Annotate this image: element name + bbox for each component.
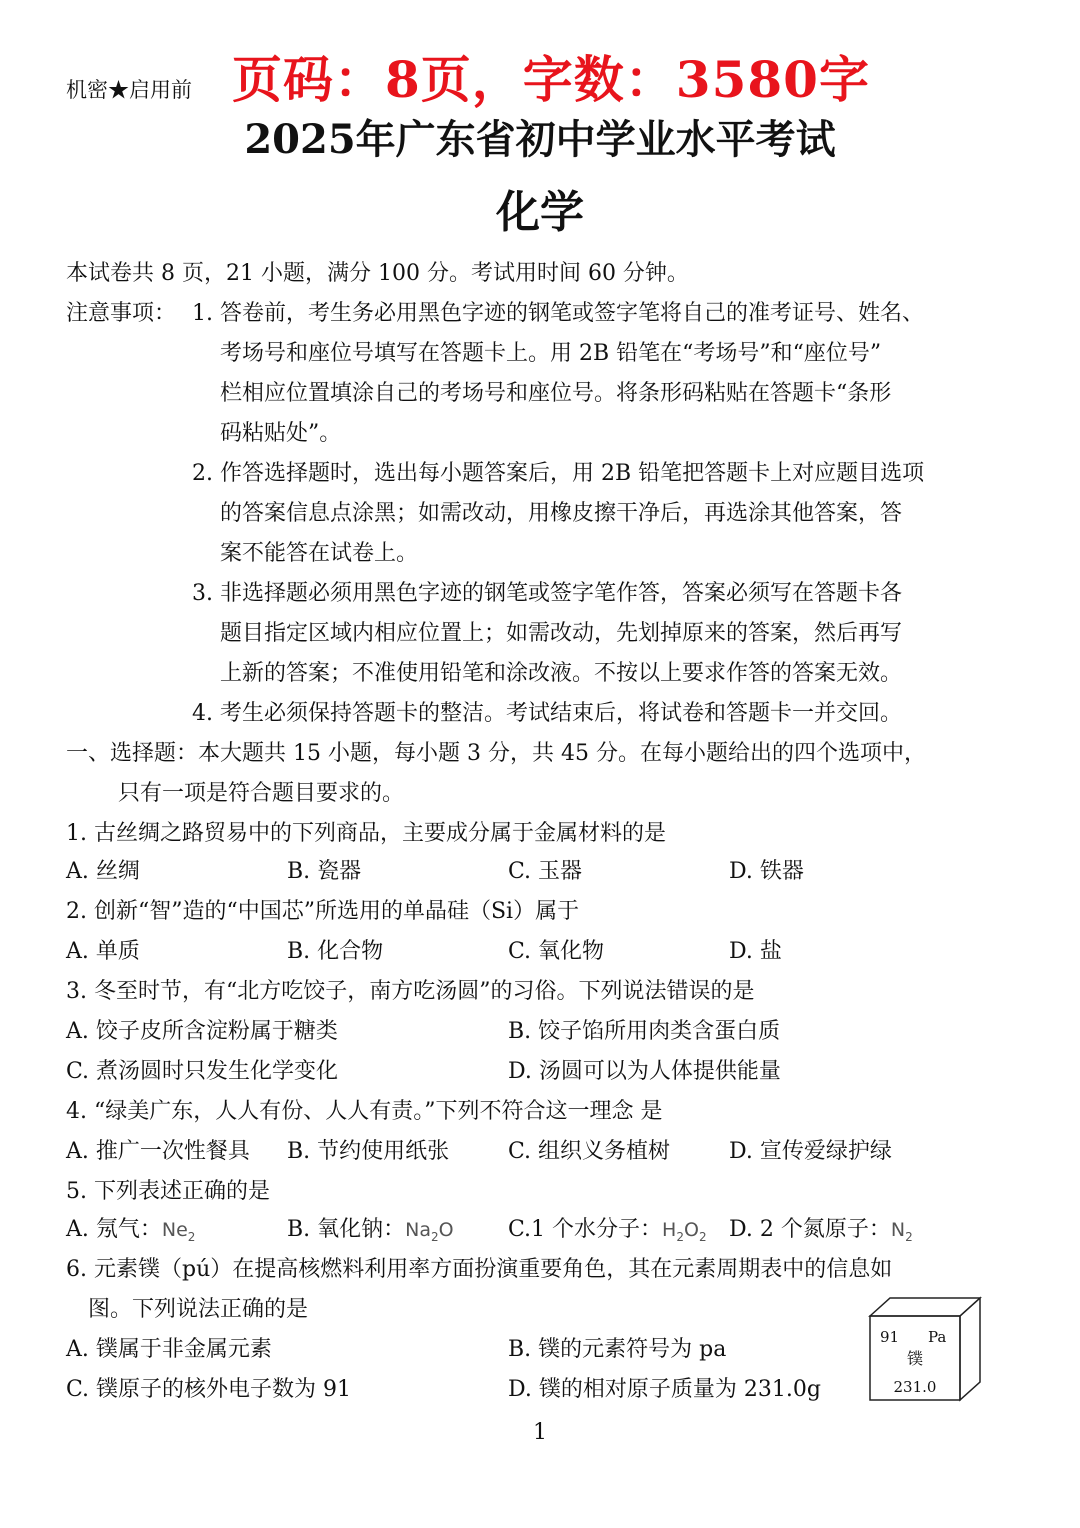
confidential-label: 机密★启用前	[66, 78, 192, 102]
q6-option-a: A. 镤属于非金属元素	[66, 1337, 272, 1362]
q1-option-d: D. 铁器	[729, 859, 804, 884]
q1-stem: 1. 古丝绸之路贸易中的下列商品，主要成分属于金属材料的是	[66, 821, 666, 846]
page-number: 1	[533, 1420, 547, 1445]
subject-title: 化学	[496, 187, 584, 238]
q1-option-b: B. 瓷器	[287, 859, 362, 884]
q5-option-c-label: C.1 个水分子：	[508, 1217, 663, 1242]
section-1-heading: 一、选择题：本大题共 15 小题，每小题 3 分，共 45 分。在每小题给出的四个选项中，	[66, 741, 926, 766]
note-1-line-1: 1. 答卷前，考生务必用黑色字迹的钢笔或签字笔将自己的准考证号、姓名、	[192, 301, 924, 326]
q5-option-b	[287, 1212, 454, 1244]
element-atomic-mass: 231.0	[893, 1378, 937, 1396]
q1-option-c: C. 玉器	[508, 859, 583, 884]
q6-stem-line-1: 6. 元素镤（pú）在提高核燃料利用率方面扮演重要角色，其在元素周期表中的信息如	[66, 1257, 893, 1282]
page-count-banner: 页码：8页，字数：3580字	[232, 50, 870, 109]
note-1-line-2: 考场号和座位号填写在答题卡上。用 2B 铅笔在“考场号”和“座位号”	[220, 341, 882, 366]
exam-title: 2025年广东省初中学业水平考试	[244, 116, 836, 163]
q6-stem-line-2: 图。下列说法正确的是	[88, 1297, 309, 1322]
q2-option-d: D. 盐	[729, 939, 782, 964]
element-name: 镤	[906, 1349, 924, 1368]
q3-option-a: A. 饺子皮所含淀粉属于糖类	[66, 1019, 338, 1044]
intro-text: 本试卷共 8 页，21 小题，满分 100 分。考试用时间 60 分钟。	[66, 261, 689, 286]
note-2-line-2: 的答案信息点涂黑；如需改动，用橡皮擦干净后，再选涂其他答案，答	[220, 501, 903, 526]
q5-option-b-label: B. 氧化钠：	[287, 1217, 406, 1242]
q5-option-d-label: D. 2 个氮原子：	[729, 1217, 891, 1242]
q1-option-a: A. 丝绸	[66, 859, 140, 884]
q4-stem: 4. “绿美广东，人人有份、人人有责。”下列不符合这一理念 是	[66, 1099, 663, 1124]
note-3-line-2: 题目指定区域内相应位置上；如需改动，先划掉原来的答案，然后再写	[220, 621, 903, 646]
element-symbol: Pa	[928, 1328, 947, 1346]
q5-option-c	[508, 1212, 707, 1244]
q5-option-d-formula: $N_2$	[890, 1219, 913, 1244]
q4-option-d: D. 宣传爱绿护绿	[729, 1139, 892, 1164]
section-1-heading-cont: 只有一项是符合题目要求的。	[118, 781, 405, 806]
q5-option-d	[729, 1212, 913, 1244]
element-cell-protactinium	[858, 1296, 988, 1408]
note-1-line-4: 码粘贴处”。	[220, 421, 342, 446]
note-4: 4. 考生必须保持答题卡的整洁。考试结束后，将试卷和答题卡一并交回。	[192, 701, 902, 726]
note-1-line-3: 栏相应位置填涂自己的考场号和座位号。将条形码粘贴在答题卡“条形	[220, 381, 892, 406]
element-atomic-number: 91	[880, 1328, 900, 1346]
notes-label: 注意事项：	[66, 301, 177, 326]
q2-option-c: C. 氧化物	[508, 939, 605, 964]
q2-stem: 2. 创新“智”造的“中国芯”所选用的单晶硅（Si）属于	[66, 899, 580, 924]
q6-option-c: C. 镤原子的核外电子数为 91	[66, 1377, 352, 1402]
note-3-line-3: 上新的答案；不准使用铅笔和涂改液。不按以上要求作答的答案无效。	[220, 661, 903, 686]
q4-option-b: B. 节约使用纸张	[287, 1139, 450, 1164]
note-3-line-1: 3. 非选择题必须用黑色字迹的钢笔或签字笔作答，答案必须写在答题卡各	[192, 581, 902, 606]
q6-option-b: B. 镤的元素符号为 pa	[508, 1337, 727, 1362]
q5-option-b-formula: $Na_2O$	[405, 1219, 454, 1244]
q5-option-a-label: A. 氖气：	[66, 1217, 162, 1242]
q4-option-a: A. 推广一次性餐具	[66, 1139, 250, 1164]
q3-stem: 3. 冬至时节，有“北方吃饺子，南方吃汤圆”的习俗。下列说法错误的是	[66, 979, 755, 1004]
q5-option-c-formula: $H_2O_2$	[662, 1219, 707, 1244]
note-2-line-3: 案不能答在试卷上。	[220, 541, 419, 566]
q5-option-a	[66, 1212, 195, 1244]
q2-option-a: A. 单质	[66, 939, 140, 964]
q2-option-b: B. 化合物	[287, 939, 384, 964]
q3-option-c: C. 煮汤圆时只发生化学变化	[66, 1059, 339, 1084]
q3-option-d: D. 汤圆可以为人体提供能量	[508, 1059, 781, 1084]
note-2-line-1: 2. 作答选择题时，选出每小题答案后，用 2B 铅笔把答题卡上对应题目选项	[192, 461, 925, 486]
q5-stem: 5. 下列表述正确的是	[66, 1179, 270, 1204]
q3-option-b: B. 饺子馅所用肉类含蛋白质	[508, 1019, 781, 1044]
q6-option-d: D. 镤的相对原子质量为 231.0g	[508, 1377, 821, 1402]
q5-option-a-formula: $Ne_2$	[161, 1219, 196, 1244]
q4-option-c: C. 组织义务植树	[508, 1139, 671, 1164]
